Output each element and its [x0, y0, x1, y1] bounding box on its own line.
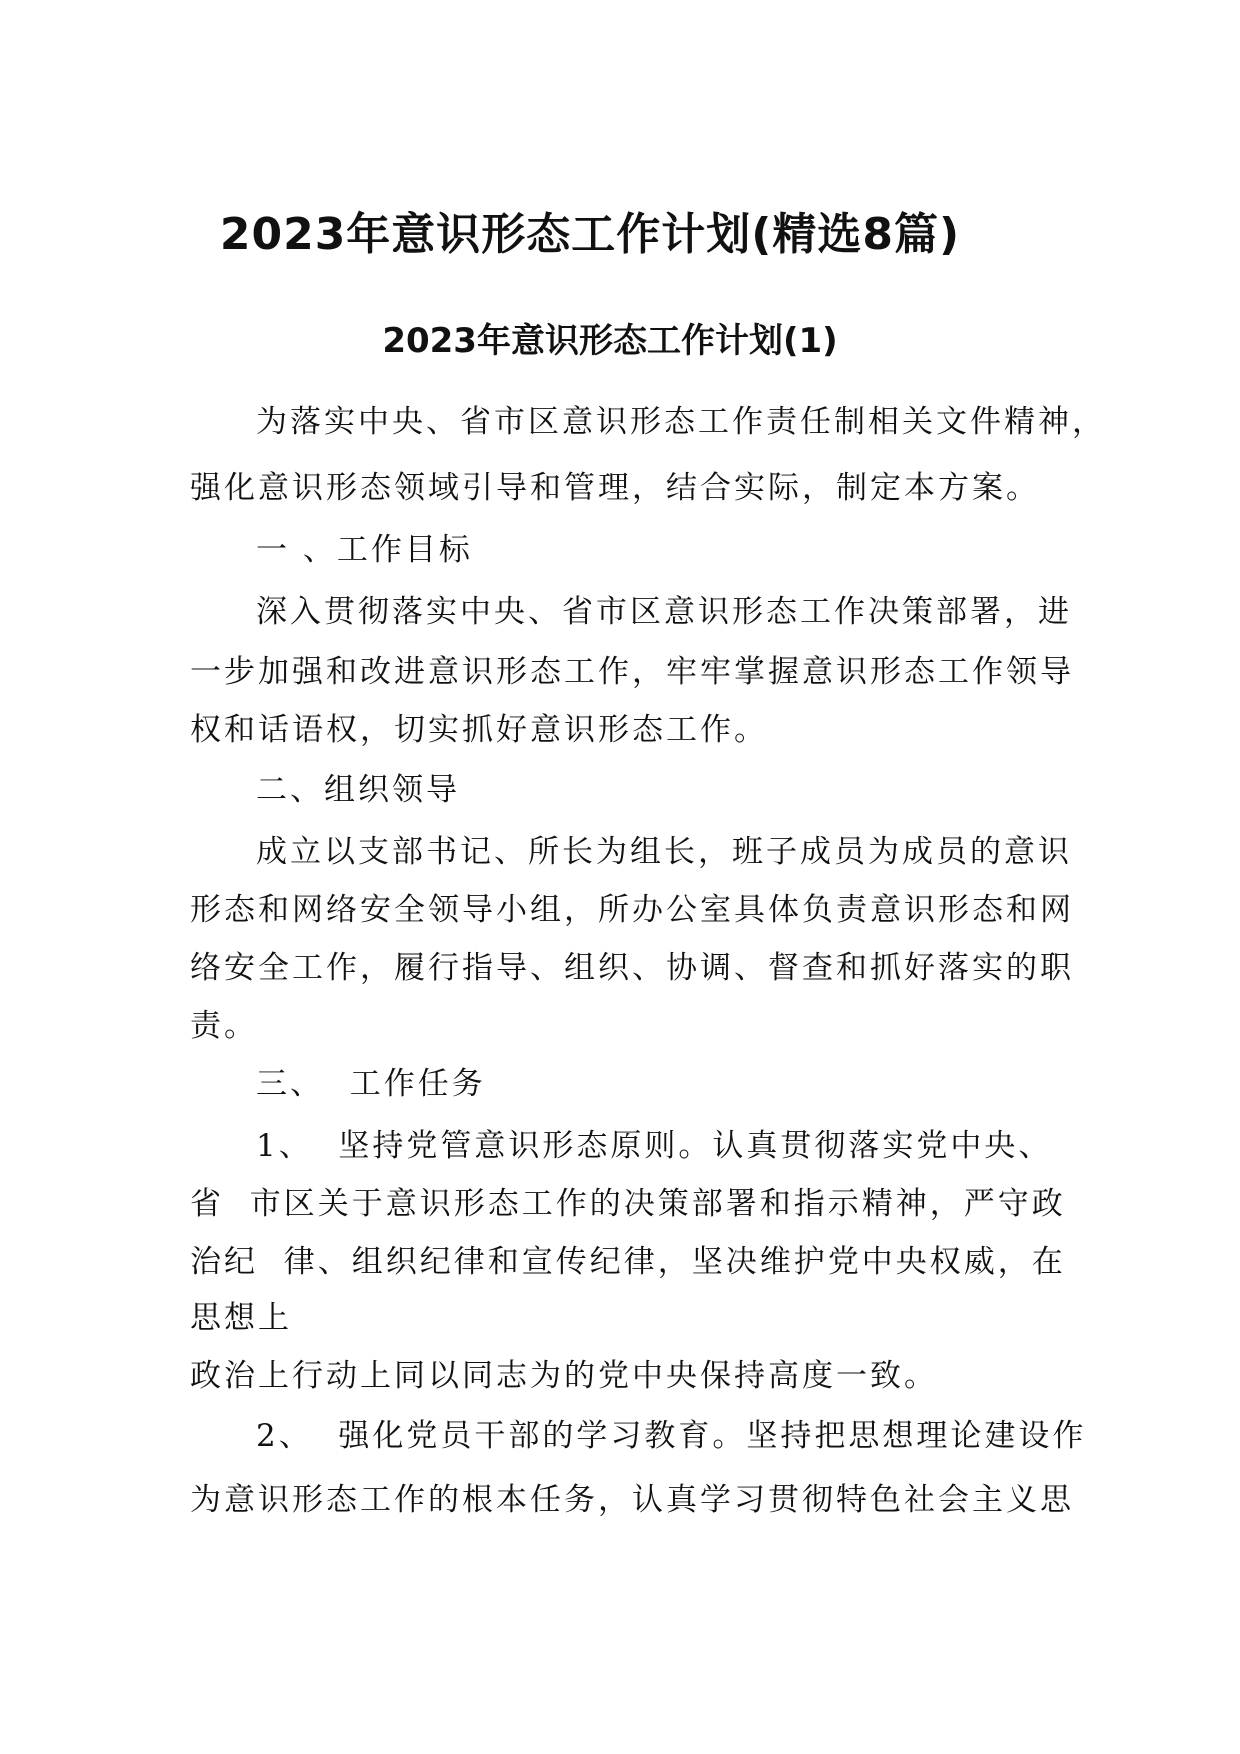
paragraph-line: 责。 [190, 1008, 258, 1044]
paragraph-line: 为意识形态工作的根本任务，认真学习贯彻特色社会主义思 [190, 1482, 1074, 1518]
paragraph-line: 思想上 [190, 1300, 292, 1336]
paragraph-line: 1、 坚持党管意识形态原则。认真贯彻落实党中央、 [256, 1128, 1053, 1164]
paragraph-line: 成立以支部书记、所长为组长，班子成员为成员的意识 [256, 834, 1072, 870]
paragraph-line: 2、 强化党员干部的学习教育。坚持把思想理论建设作 [256, 1418, 1087, 1454]
section-heading: 三、 工作任务 [256, 1066, 486, 1102]
paragraph-line: 强化意识形态领域引导和管理，结合实际，制定本方案。 [190, 470, 1040, 506]
section-title: 2023年意识形态工作计划(1) [382, 321, 838, 361]
paragraph-line: 省 市区关于意识形态工作的决策部署和指示精神，严守政 [190, 1186, 1066, 1222]
paragraph-line: 一步加强和改进意识形态工作，牢牢掌握意识形态工作领导 [190, 654, 1074, 690]
paragraph-line: 形态和网络安全领导小组，所办公室具体负责意识形态和网 [190, 892, 1074, 928]
paragraph-line: 深入贯彻落实中央、省市区意识形态工作决策部署，进 [256, 594, 1072, 630]
paragraph-line: 政治上行动上同以同志为的党中央保持高度一致。 [190, 1358, 938, 1394]
section-heading: 一 、工作目标 [256, 532, 473, 568]
section-heading: 二、组织领导 [256, 772, 460, 808]
paragraph-line: 治纪 律、组织纪律和宣传纪律，坚决维护党中央权威，在 [190, 1244, 1066, 1280]
paragraph-line: 权和话语权，切实抓好意识形态工作。 [190, 712, 768, 748]
paragraph-line: 为落实中央、省市区意识形态工作责任制相关文件精神， [256, 404, 1106, 440]
document-title: 2023年意识形态工作计划(精选8篇) [219, 209, 961, 260]
paragraph-line: 络安全工作，履行指导、组织、协调、督查和抓好落实的职 [190, 950, 1074, 986]
